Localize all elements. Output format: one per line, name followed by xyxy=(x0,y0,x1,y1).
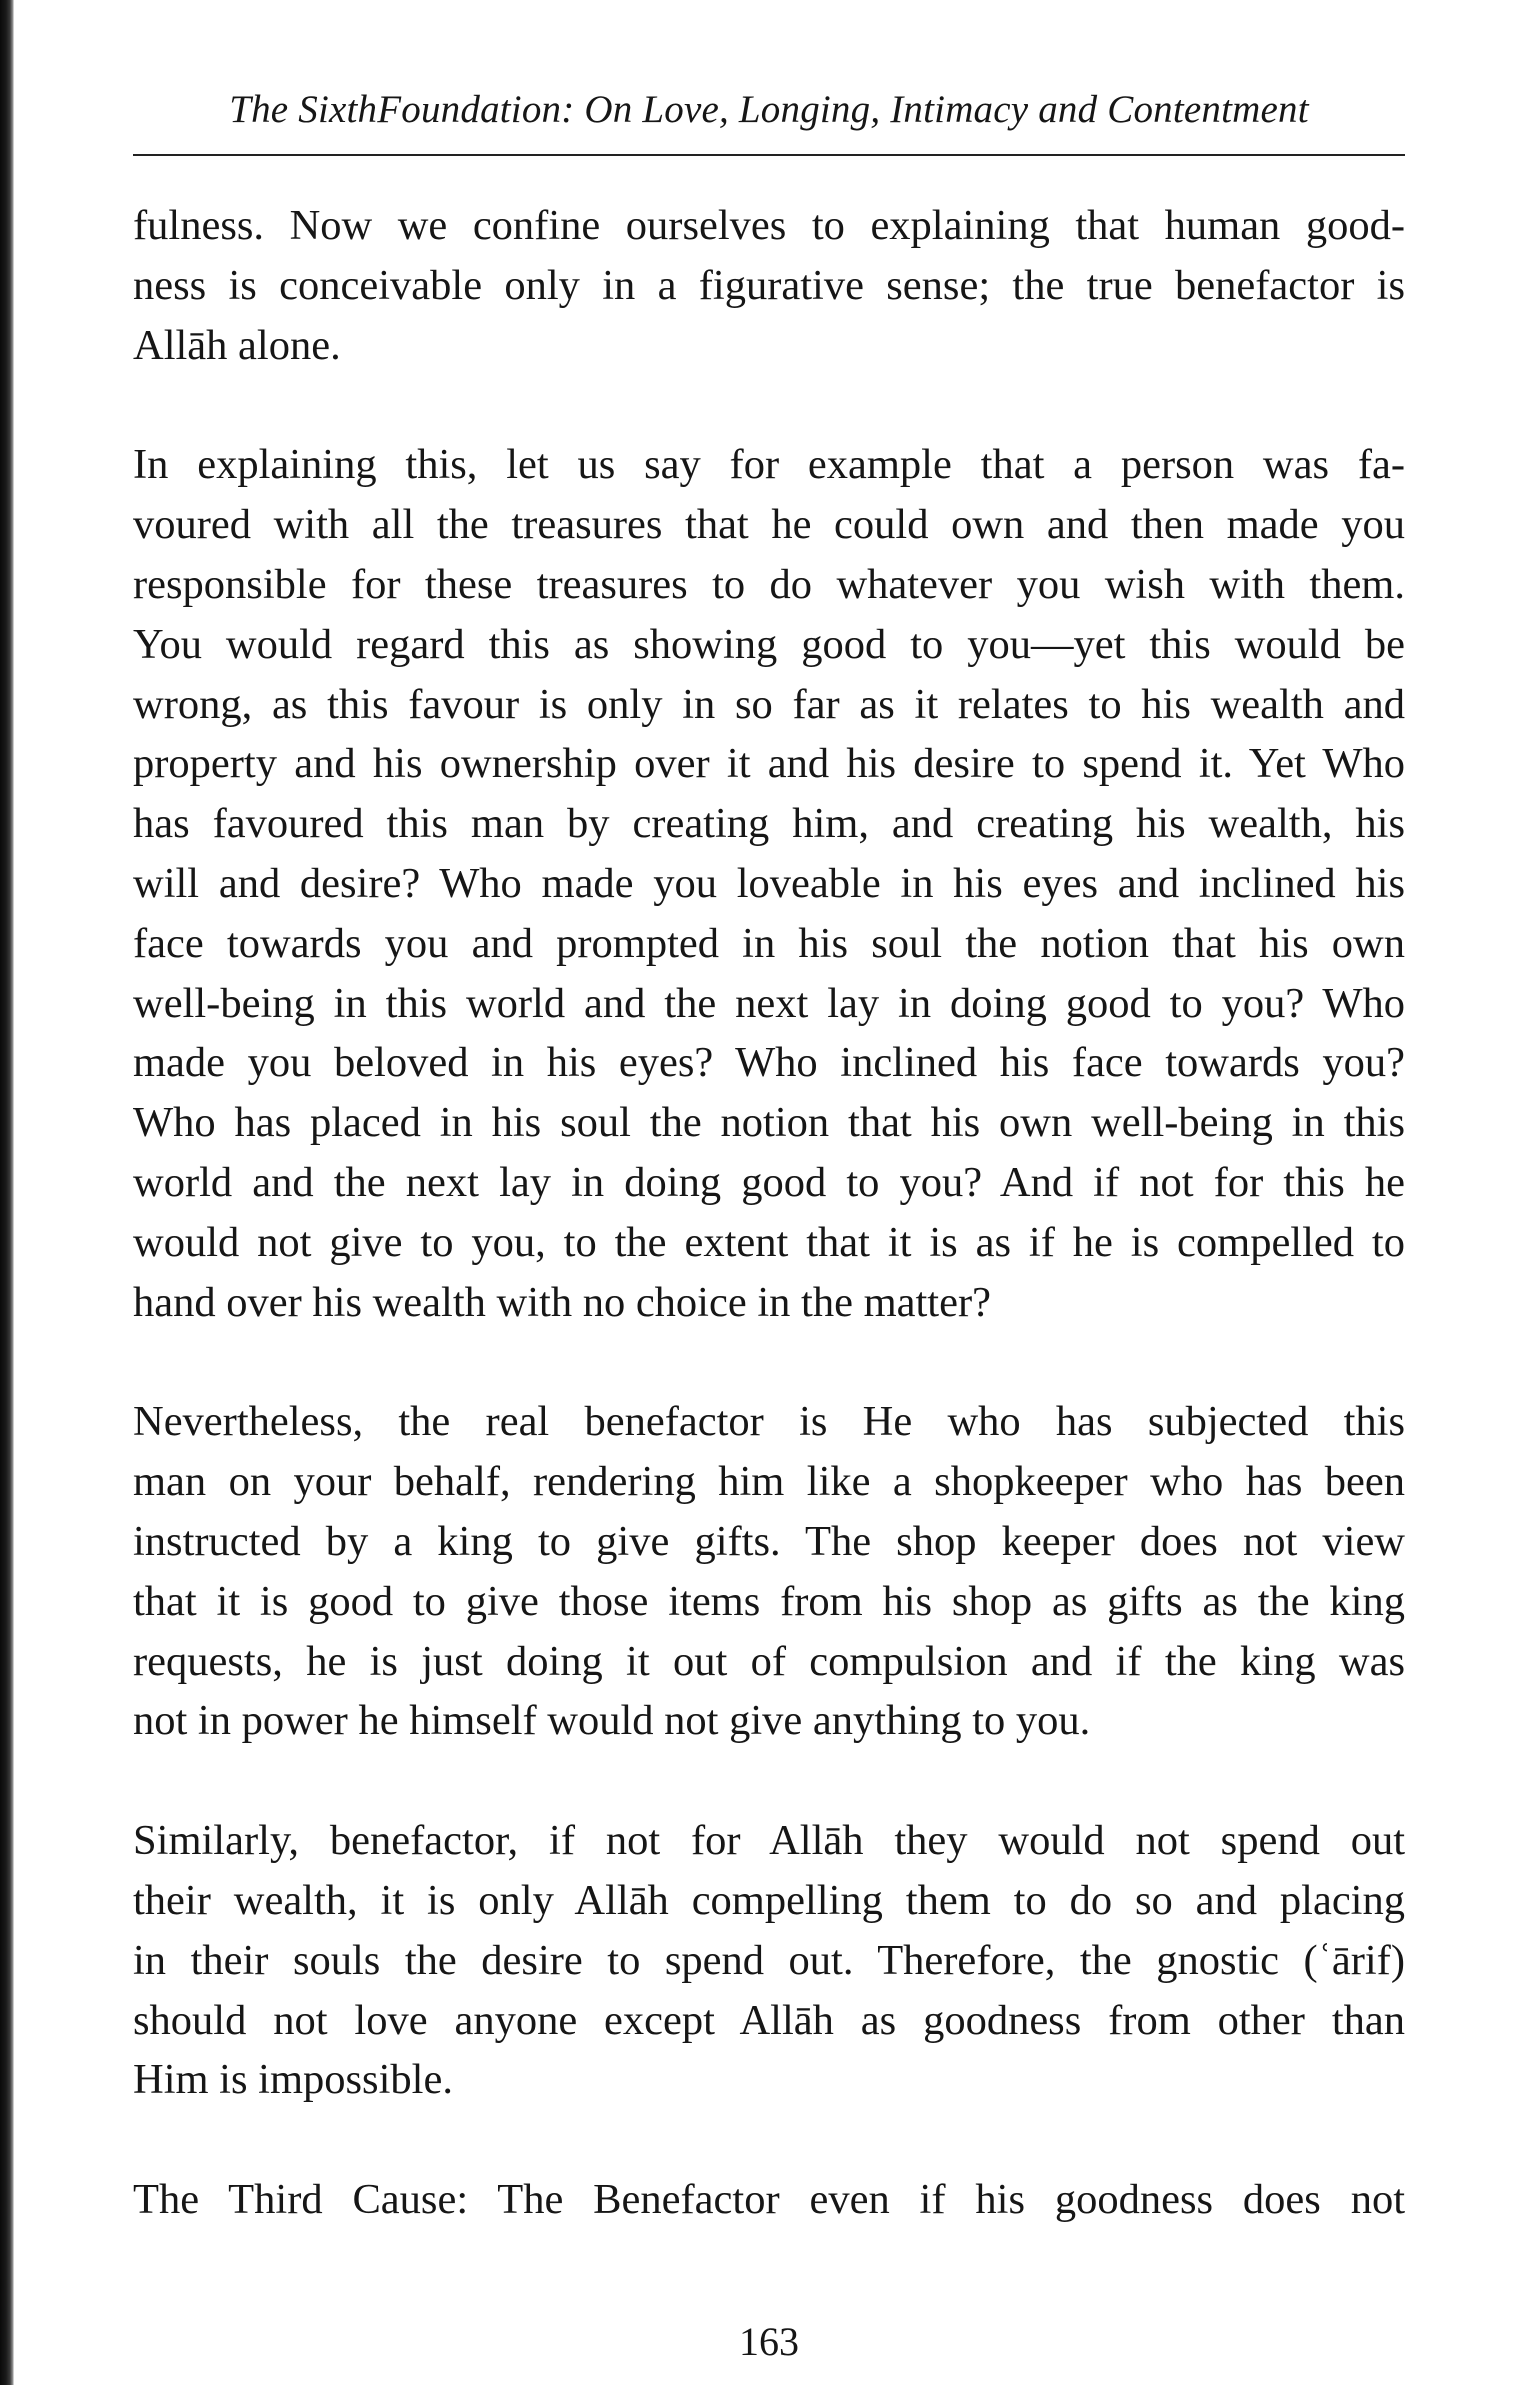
text-line: well-being in this world and the next lay in doing good to you? Who xyxy=(133,979,1405,1027)
body-text xyxy=(133,196,1405,2290)
text-line: instructed by a king to give gifts. The shop keeper does not view xyxy=(133,1517,1405,1565)
text-line: wrong, as this favour is only in so far as it relates to his wealth and xyxy=(133,680,1405,728)
page-number: 163 xyxy=(739,2319,799,2364)
text-line: fulness. Now we confine ourselves to explaining that human good- xyxy=(133,202,1405,249)
text-line: The Third Cause: The Benefactor even if his goodness does not xyxy=(133,2176,1405,2224)
text-line: will and desire? Who made you loveable in his eyes and inclined his xyxy=(133,859,1405,907)
text-line: In explaining this, let us say for example that a person was fa- xyxy=(133,441,1405,489)
text-line: face towards you and prompted in his soul the notion that his own xyxy=(133,919,1405,967)
paragraph-4 xyxy=(133,1811,1405,2110)
text-line: not in power he himself would not give anything to you. xyxy=(133,1697,1091,1745)
book-page xyxy=(133,0,1405,2385)
text-line: voured with all the treasures that he could own and then made you xyxy=(133,501,1405,549)
text-line: Him is impossible. xyxy=(133,2056,453,2104)
paragraph-1 xyxy=(133,196,1405,375)
paragraph-2 xyxy=(133,435,1405,1332)
text-line: property and his ownership over it and his desire to spend it. Yet Who xyxy=(133,740,1405,788)
text-line: that it is good to give those items from his shop as gifts as the king xyxy=(133,1577,1405,1625)
text-line: world and the next lay in doing good to you? And if not for this he xyxy=(133,1158,1405,1206)
text-line: You would regard this as showing good to you—yet this would be xyxy=(133,620,1405,668)
text-line: their wealth, it is only Allāh compelling them to do so and placing xyxy=(133,1876,1405,1924)
text-line: responsible for these treasures to do whatever you wish with them. xyxy=(133,560,1405,608)
text-line: Nevertheless, the real benefactor is He who has subjected this xyxy=(133,1398,1405,1446)
text-line: has favoured this man by creating him, and creating his wealth, his xyxy=(133,800,1405,848)
text-line: hand over his wealth with no choice in the matter? xyxy=(133,1278,991,1326)
text-line: Who has placed in his soul the notion that his own well-being in this xyxy=(133,1099,1405,1147)
text-line: made you beloved in his eyes? Who inclined his face towards you? xyxy=(133,1039,1405,1087)
text-line: ness is conceivable only in a figurative sense; the true benefactor is xyxy=(133,261,1405,309)
text-line: man on your behalf, rendering him like a shopkeeper who has been xyxy=(133,1458,1405,1506)
paragraph-5 xyxy=(133,2170,1405,2230)
text-line: should not love anyone except Allāh as goodness from other than xyxy=(133,1996,1405,2044)
text-line: requests, he is just doing it out of compulsion and if the king was xyxy=(133,1637,1405,1685)
paragraph-3 xyxy=(133,1392,1405,1751)
text-line: in their souls the desire to spend out. Therefore, the gnostic (ʿārif) xyxy=(133,1936,1405,1984)
scan-binding-edge xyxy=(0,0,14,2385)
running-header: The SixthFoundation: On Love, Longing, Intimacy and Contentment xyxy=(229,88,1309,131)
text-line: would not give to you, to the extent that it is as if he is compelled to xyxy=(133,1218,1405,1266)
text-line: Allāh alone. xyxy=(133,321,341,369)
text-line: Similarly, benefactor, if not for Allāh they would not spend out xyxy=(133,1817,1405,1865)
header-rule xyxy=(133,154,1405,156)
